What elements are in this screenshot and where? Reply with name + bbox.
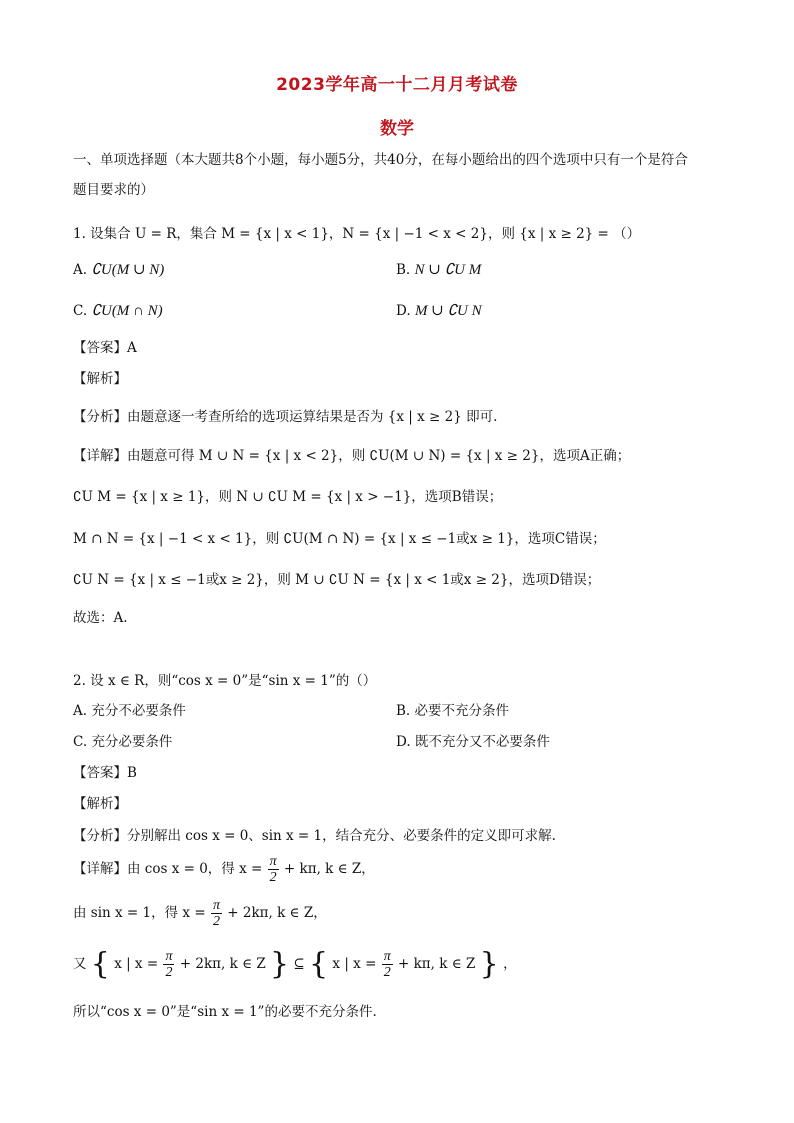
q1-option-d-text: M ∪ ∁U N — [414, 303, 482, 319]
q1-option-b-label: B. — [396, 262, 411, 278]
frac-den: 2 — [165, 965, 173, 980]
q2-set2-b: + kπ, k ∈ Z — [398, 956, 476, 972]
fraction-pi-over-2 — [163, 949, 174, 980]
left-brace: { — [90, 946, 110, 982]
q2-option-a-text: 充分不必要条件 — [91, 703, 186, 719]
right-brace: } — [270, 946, 290, 982]
q2-detail3-end: ， — [503, 956, 517, 972]
frac-den: 2 — [269, 870, 277, 885]
q2-option-a-label: A. — [73, 703, 88, 719]
fraction-pi-over-2 — [211, 898, 222, 929]
q1-option-a-text: ∁U(M ∪ N) — [91, 262, 165, 278]
left-brace: { — [309, 946, 329, 982]
exam-title: 2023学年高一十二月月考试卷 — [276, 75, 518, 95]
q1-conclusion: 故选：A. — [73, 610, 128, 626]
frac-num: π — [212, 898, 220, 913]
q2-option-d — [396, 732, 550, 752]
q1-detail-line4: ∁U N = {x | x ≤ −1或x ≥ 2}，则 M ∪ ∁U N = {x | x < 1或x ≥ 2}，选项D错误； — [73, 572, 601, 588]
section-heading-line1: 一、单项选择题（本大题共8个小题，每小题5分，共40分，在每小题给出的四个选项中只有一个是符合 — [73, 152, 688, 168]
subset-symbol: ⊆ — [293, 956, 305, 972]
q2-detail1-pre: 【详解】由 cos x = 0，得 x = — [73, 861, 263, 877]
q1-option-d — [396, 301, 482, 321]
frac-num: π — [165, 949, 173, 964]
q2-detail3-pre: 又 — [73, 956, 87, 972]
subject-title: 数学 — [380, 119, 414, 139]
q2-option-d-label: D. — [396, 734, 411, 750]
q2-option-c-label: C. — [73, 734, 88, 750]
q1-stem: 1. 设集合 U = R，集合 M = {x | x < 1}，N = {x | −1 < x < 2}，则 {x | x ≥ 2} = （） — [73, 226, 641, 242]
q2-conclusion: 所以“cos x = 0”是“sin x = 1”的必要不充分条件. — [73, 1004, 377, 1020]
q1-option-a-label: A. — [73, 262, 88, 278]
section-heading-line2: 题目要求的） — [73, 182, 154, 198]
q2-option-d-text: 既不充分又不必要条件 — [414, 734, 550, 750]
fraction-pi-over-2 — [382, 949, 393, 980]
q2-set1-a: x | x = — [114, 956, 159, 972]
q2-option-b-label: B. — [396, 703, 411, 719]
q1-option-c-label: C. — [73, 303, 88, 319]
q1-detail-line3: M ∩ N = {x | −1 < x < 1}，则 ∁U(M ∩ N) = {x | x ≤ −1或x ≥ 1}，选项C错误； — [73, 531, 606, 547]
q2-option-c — [73, 732, 172, 752]
q2-detail2-pre: 由 sin x = 1，得 x = — [73, 905, 206, 921]
q1-option-c-text: ∁U(M ∩ N) — [91, 303, 163, 319]
q1-option-c — [73, 301, 163, 321]
frac-den: 2 — [212, 914, 220, 929]
q2-option-c-text: 充分必要条件 — [91, 734, 173, 750]
q2-option-b-text: 必要不充分条件 — [414, 703, 510, 719]
q1-detail-line2: ∁U M = {x | x ≥ 1}，则 N ∪ ∁U M = {x | x > −1}，选项B错误； — [73, 489, 503, 505]
q2-option-a — [73, 701, 186, 721]
q2-set1-b: + 2kπ, k ∈ Z — [179, 956, 266, 972]
q1-option-d-label: D. — [396, 303, 411, 319]
q2-detail-line3 — [73, 944, 517, 984]
q1-option-a — [73, 260, 164, 280]
q2-detail1-post: + kπ, k ∈ Z， — [283, 861, 375, 877]
q2-answer: 【答案】B — [73, 765, 137, 781]
q2-option-b — [396, 701, 509, 721]
q2-stem: 2. 设 x ∈ R，则“cos x = 0”是“sin x = 1”的（） — [73, 673, 377, 689]
frac-num: π — [269, 854, 277, 869]
frac-num: π — [383, 949, 391, 964]
q2-analysis-label: 【解析】 — [73, 796, 127, 812]
q2-fenxi: 【分析】分别解出 cos x = 0、sin x = 1，结合充分、必要条件的定义即可求解. — [73, 828, 556, 844]
frac-den: 2 — [383, 965, 391, 980]
q1-option-b-text: N ∪ ∁U M — [414, 262, 482, 278]
q2-detail2-post: + 2kπ, k ∈ Z， — [227, 905, 327, 921]
q1-option-b — [396, 260, 481, 280]
q1-fenxi: 【分析】由题意逐一考查所给的选项运算结果是否为 {x | x ≥ 2} 即可. — [73, 409, 498, 425]
q1-analysis-label: 【解析】 — [73, 371, 127, 387]
right-brace: } — [479, 946, 499, 982]
fraction-pi-over-2 — [268, 854, 279, 885]
q2-detail-line1 — [73, 852, 375, 886]
q2-set2-a: x | x = — [332, 956, 377, 972]
q1-answer: 【答案】A — [73, 340, 137, 356]
q1-detail-line1: 【详解】由题意可得 M ∪ N = {x | x < 2}，则 ∁U(M ∪ N) = {x | x ≥ 2}，选项A正确； — [73, 448, 631, 464]
q2-detail-line2 — [73, 896, 327, 930]
